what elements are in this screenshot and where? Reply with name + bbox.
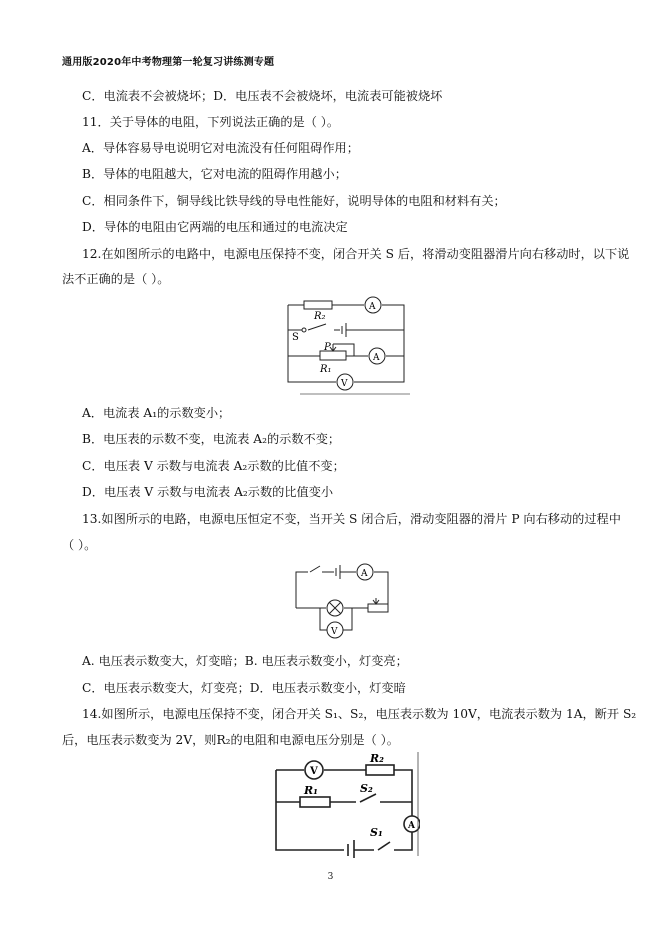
- voltmeter-v: V: [341, 379, 348, 389]
- page-header: 通用版2020年中考物理第一轮复习讲练测专题: [62, 57, 275, 68]
- voltmeter-v: V: [331, 627, 338, 637]
- question-11: 11．关于导体的电阻，下列说法正确的是（ ）。: [82, 115, 340, 129]
- circuit-figure-14: [264, 752, 420, 858]
- question-13: 13.如图所示的电路，电源电压恒定不变，当开关 S 闭合后，滑动变阻器的滑片 P 向右移动的过程中: [82, 512, 621, 526]
- circuit-figure-13: [290, 560, 395, 642]
- option-line: B．导体的电阻越大，它对电流的阻碍作用越小；: [82, 167, 347, 181]
- label-r1: R₁: [320, 364, 332, 375]
- question-12-cont: 法不正确的是（ ）。: [62, 272, 170, 286]
- option-line: C．电压表 V 示数与电流表 A₂示数的比值不变；: [82, 459, 345, 473]
- option-line: C．电流表不会被烧坏；D．电压表不会被烧坏，电流表可能被烧坏: [82, 89, 443, 103]
- label-s1: S₁: [370, 826, 383, 839]
- option-line: A．导体容易导电说明它对电流没有任何阻碍作用；: [82, 141, 359, 155]
- option-line: C．电压表示数变大，灯变亮；D．电压表示数变小，灯变暗: [82, 681, 406, 695]
- option-line: D．导体的电阻由它两端的电压和通过的电流决定: [82, 220, 348, 234]
- option-line: C．相同条件下，铜导线比铁导线的导电性能好，说明导体的电阻和材料有关；: [82, 194, 506, 208]
- label-s: S: [292, 332, 299, 343]
- question-14-cont: 后，电压表示数变为 2V，则R₂的电阻和电源电压分别是（ ）。: [62, 733, 399, 747]
- option-line: A. 电压表示数变大，灯变暗；B. 电压表示数变小，灯变亮；: [82, 654, 408, 668]
- ammeter-a: A: [408, 821, 415, 831]
- option-line: D．电压表 V 示数与电流表 A₂示数的比值变小: [82, 485, 334, 499]
- option-line: B．电压表的示数不变，电流表 A₂的示数不变；: [82, 432, 341, 446]
- label-r1: R₁: [304, 784, 318, 797]
- question-12: 12.在如图所示的电路中，电源电压保持不变，闭合开关 S 后，将滑动变阻器滑片向右移动时，以下说: [82, 247, 630, 261]
- label-r2: R₂: [370, 752, 384, 765]
- label-r2: R₂: [314, 311, 326, 322]
- ammeter-a1: A: [373, 353, 380, 363]
- question-14: 14.如图所示，电源电压保持不变，闭合开关 S₁、S₂，电压表示数为 10V，电流表示数为 1A，断开 S₂: [82, 707, 637, 721]
- voltmeter-v: V: [310, 766, 318, 777]
- label-p: P: [324, 342, 331, 353]
- label-s2: S₂: [360, 782, 373, 795]
- ammeter-a: A: [361, 569, 368, 579]
- ammeter-a2: A: [369, 302, 376, 312]
- circuit-figure-12: [280, 290, 410, 400]
- option-line: A．电流表 A₁的示数变小；: [82, 406, 231, 420]
- page-number: 3: [327, 872, 334, 882]
- question-13-cont: （ ）。: [62, 538, 97, 552]
